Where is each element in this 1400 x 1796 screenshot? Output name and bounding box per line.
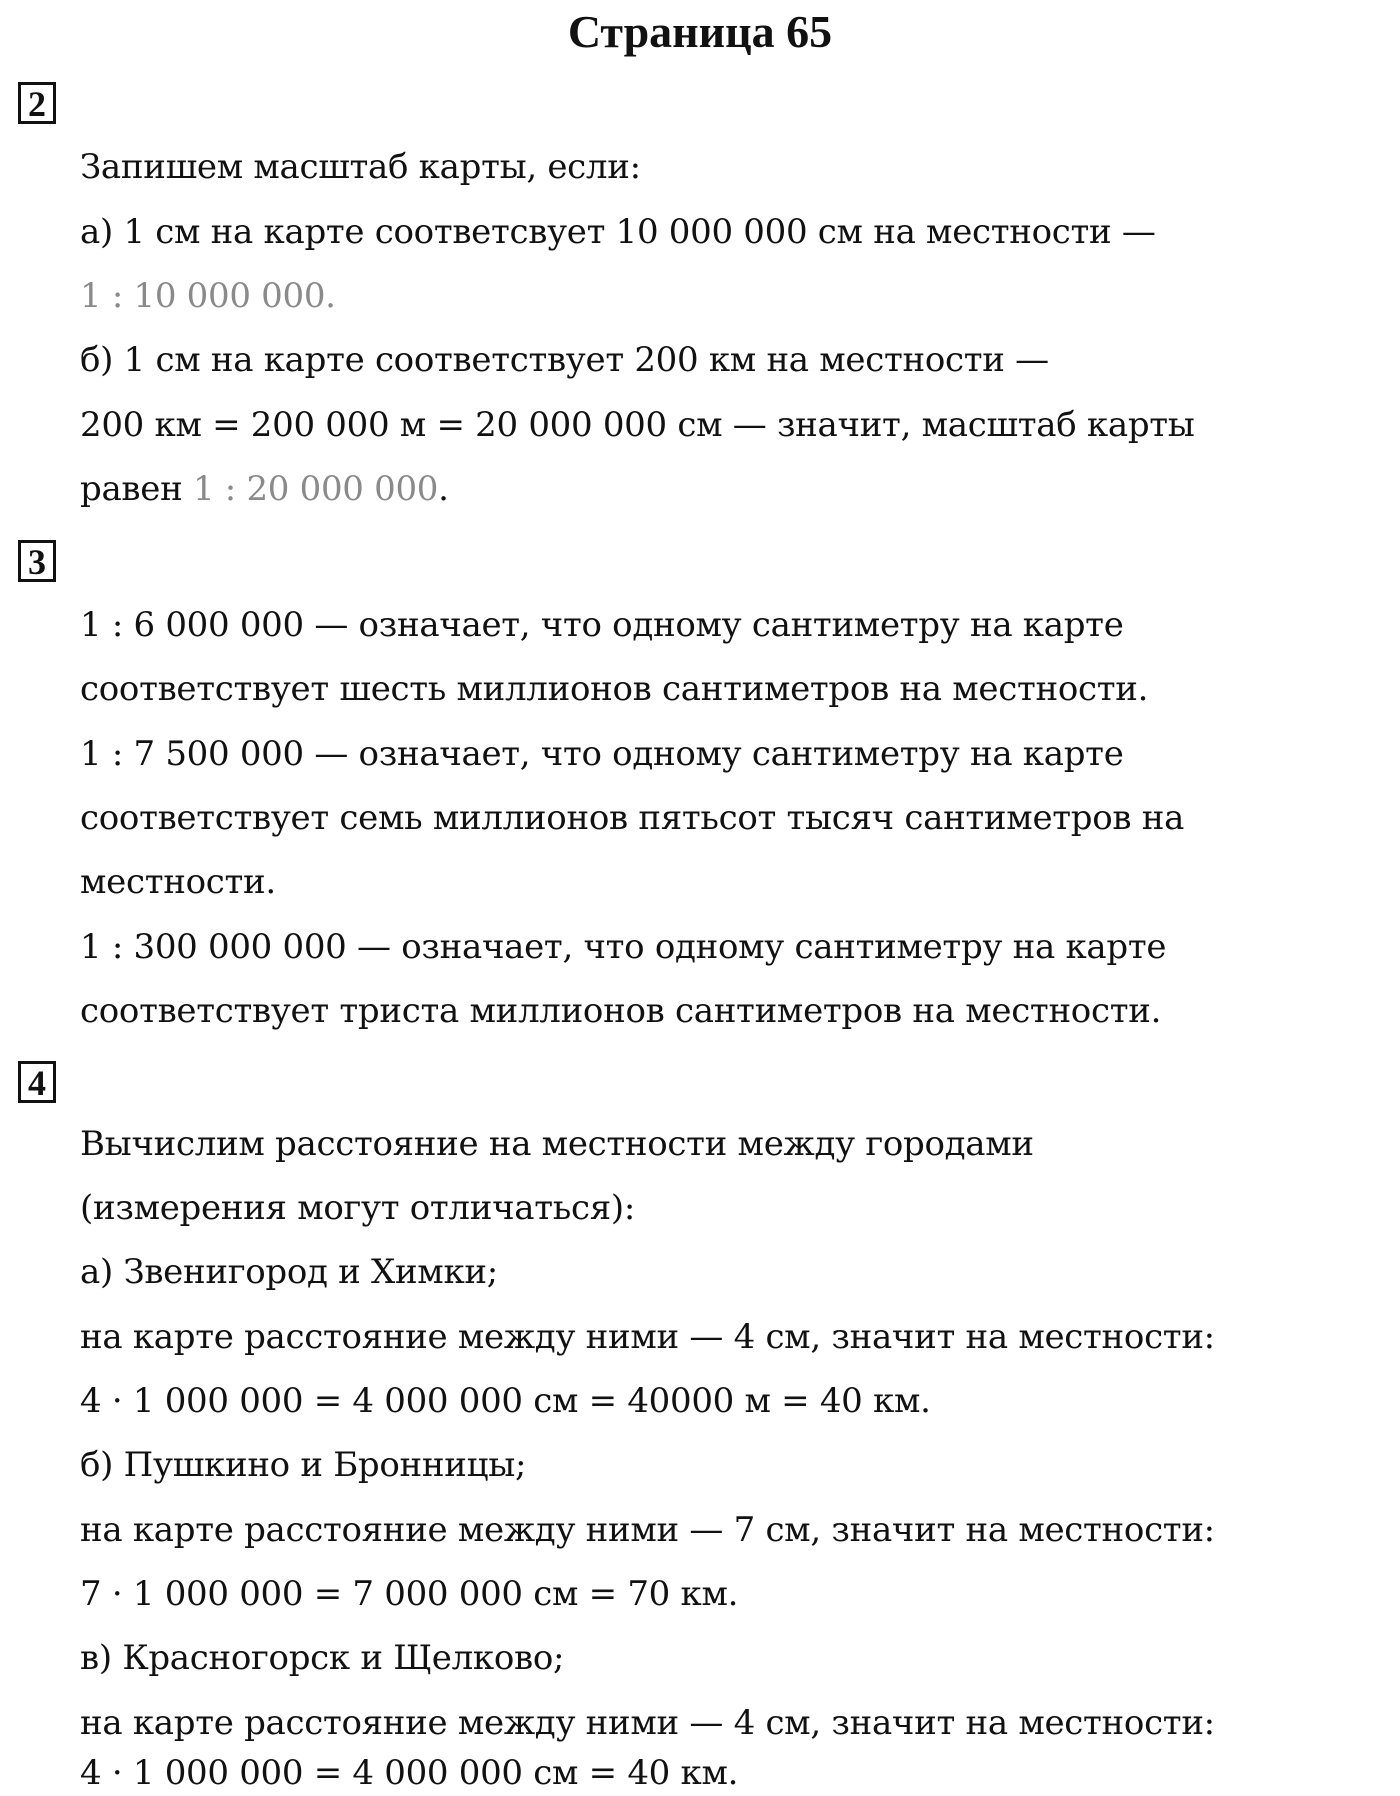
page-title: Страница 65	[567, 6, 833, 57]
task-line: 1 : 6 000 000 — означает, что одному сантиметру на карте	[80, 605, 1124, 645]
task-line: 4 · 1 000 000 = 4 000 000 см = 40 км.	[80, 1753, 739, 1793]
task-line: Вычислим расстояние на местности между городами	[80, 1124, 1034, 1164]
task-line	[80, 467, 449, 511]
task-line: на карте расстояние между ними — 4 см, значит на местности:	[80, 1317, 1215, 1357]
task-number-box: 4	[18, 1061, 56, 1103]
task-line: на карте расстояние между ними — 4 см, значит на местности:	[80, 1703, 1215, 1743]
task-line: 7 · 1 000 000 = 7 000 000 см = 70 км.	[80, 1574, 739, 1614]
task-line: соответствует семь миллионов пятьсот тысяч сантиметров на	[80, 798, 1185, 838]
task-line: а) 1 см на карте соответсвует 10 000 000 см на местности —	[80, 212, 1156, 252]
task-line: (измерения могут отличаться):	[80, 1188, 635, 1228]
task-line: 4 · 1 000 000 = 4 000 000 см = 40000 м = 40 км.	[80, 1381, 931, 1421]
answer-value: 1 : 20 000 000	[192, 469, 439, 509]
task-line: б) Пушкино и Бронницы;	[80, 1445, 527, 1485]
task-number-box: 2	[18, 82, 56, 124]
task-line: 1 : 300 000 000 — означает, что одному сантиметру на карте	[80, 927, 1167, 967]
task-line: в) Красногорск и Щелково;	[80, 1638, 565, 1678]
task-line: на карте расстояние между ними — 7 см, значит на местности:	[80, 1510, 1215, 1550]
answer-line: 1 : 10 000 000.	[80, 276, 336, 316]
answer-prefix: равен	[80, 469, 193, 509]
task-line: 200 км = 200 000 м = 20 000 000 см — значит, масштаб карты	[80, 405, 1195, 445]
task-line: соответствует триста миллионов сантиметров на местности.	[80, 991, 1162, 1031]
task-line: б) 1 см на карте соответствует 200 км на местности —	[80, 340, 1049, 380]
task-line: местности.	[80, 862, 276, 902]
answer-suffix: .	[438, 469, 449, 509]
task-line: Запишем масштаб карты, если:	[80, 147, 641, 187]
task-number-box: 3	[18, 540, 56, 582]
task-line: соответствует шесть миллионов сантиметров на местности.	[80, 669, 1149, 709]
task-line: а) Звенигород и Химки;	[80, 1252, 498, 1292]
task-line: 1 : 7 500 000 — означает, что одному сантиметру на карте	[80, 734, 1124, 774]
